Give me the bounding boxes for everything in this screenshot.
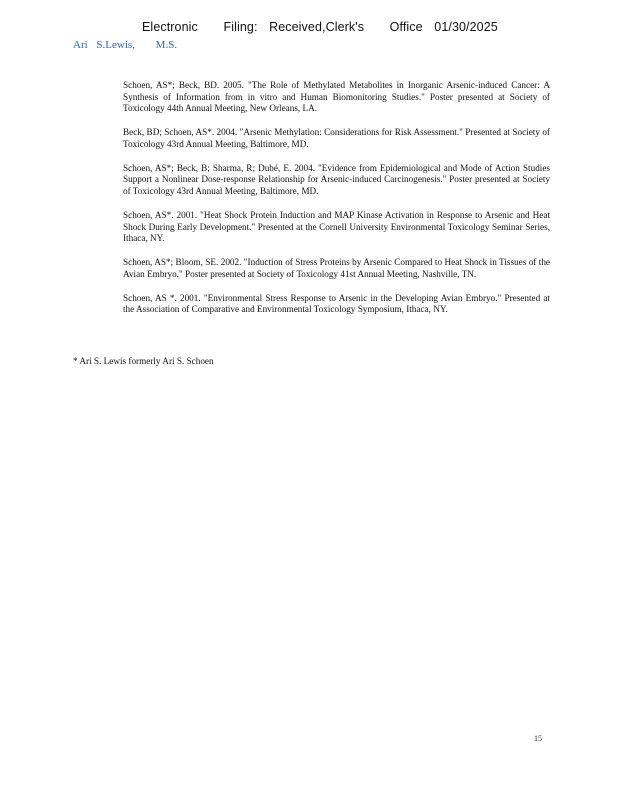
presentation-entry: Schoen, AS*; Beck, B; Sharma, R; Dubé, E. 2004. "Evidence from Epidemiological and Mode of Action Studies Support a Nonlinear Dose-response Relationship for Arsenic-induced Carcinogenesis." Poster presented at Society of Toxicology 43rd Annual Meeting, Baltimore, MD.	[123, 162, 550, 196]
filing-stamp-date: 01/30/2025	[434, 20, 498, 34]
author-credential: M.S.	[155, 39, 178, 51]
presentation-entry: Schoen, AS*; Beck, BD. 2005. "The Role of Methylated Metabolites in Inorganic Arsenic-induced Cancer: A Synthesis of Information from in vitro and Human Biomonitoring Studies." Poster presented at Society of Toxicology 44th Annual Meeting, New Orleans, LA.	[123, 80, 550, 114]
presentation-entry: Schoen, AS*; Bloom, SE. 2002. "Induction of Stress Proteins by Arsenic Compared to Heat Shock in Tissues of the Avian Embryo." Poster presented at Society of Toxicology 41st Annual Meeting, Nashville, TN.	[123, 257, 550, 279]
author-name-part: Ari	[73, 39, 88, 51]
presentation-entry: Schoen, AS*. 2001. "Heat Shock Protein Induction and MAP Kinase Activation in Response to Arsenic and Heat Shock During Early Development." Presented at the Cornell University Environmental Toxicology Seminar Series, Ithaca, NY.	[123, 209, 550, 244]
author-name-part: S.Lewis,	[96, 39, 135, 51]
author-name-header	[73, 39, 177, 51]
filing-stamp-part: Received,Clerk's	[269, 20, 365, 34]
presentations-list	[123, 80, 550, 328]
filing-stamp-part: Electronic	[142, 20, 198, 34]
filing-stamp-part: Office	[389, 20, 423, 34]
filing-stamp-part: Filing:	[223, 20, 258, 34]
presentation-entry: Beck, BD; Schoen, AS*. 2004. "Arsenic Methylation: Considerations for Risk Assessment." Presented at Society of Toxicology 43rd Annual Meeting, Baltimore, MD.	[123, 127, 550, 149]
footnote: * Ari S. Lewis formerly Ari S. Schoen	[73, 356, 214, 366]
page-number: 15	[534, 734, 542, 743]
presentation-entry: Schoen, AS *. 2001. "Environmental Stress Response to Arsenic in the Developing Avian Embryo." Presented at the Association of Comparative and Environmental Toxicology Symposium, Ithaca, NY.	[123, 292, 550, 315]
filing-stamp-header	[142, 20, 498, 34]
